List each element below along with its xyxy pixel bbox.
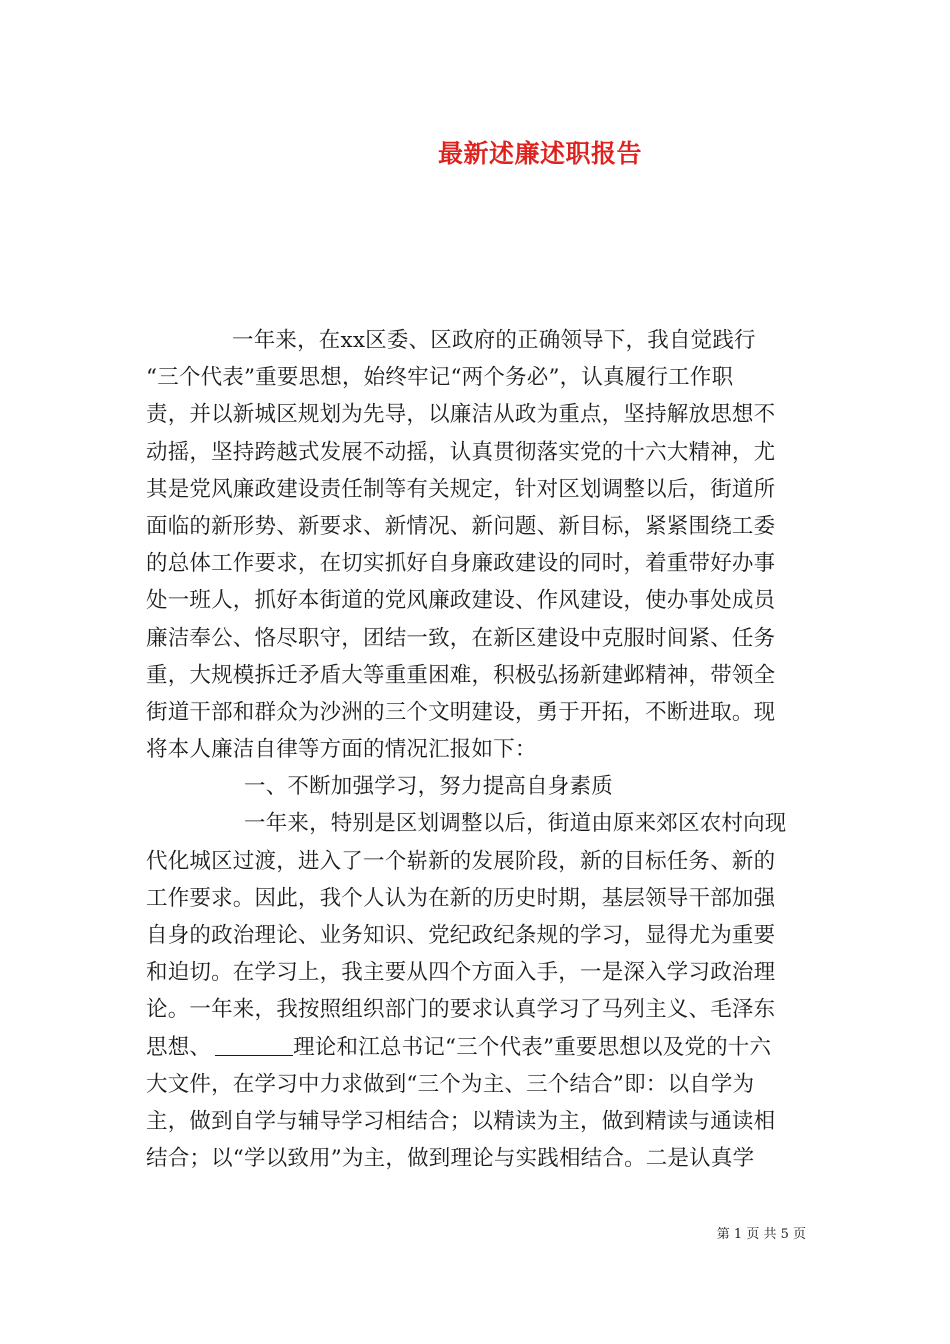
fill-in-blank [215, 1035, 293, 1056]
text-line: “三个代表”重要思想，始终牢记“两个务必”，认真履行工作职 [146, 365, 734, 391]
text-line: 的总体工作要求，在切实抓好自身廉政建设的同时，着重带好办事 [146, 551, 776, 577]
text-line: 代化城区过渡，进入了一个崭新的发展阶段，新的目标任务、新的 [146, 848, 776, 874]
text-line: 论。一年来，我按照组织部门的要求认真学习了马列主义、毛泽东 [146, 997, 776, 1023]
section-heading: 一、不断加强学习，努力提高自身素质 [244, 774, 613, 800]
text-line: 处一班人，抓好本街道的党风廉政建设、作风建设，使办事处成员 [146, 588, 776, 614]
text-line: 廉洁奉公、恪尽职守，团结一致，在新区建设中克服时间紧、任务 [146, 625, 776, 651]
document-body [146, 322, 806, 1177]
text-line: 工作要求。因此，我个人认为在新的历史时期，基层领导干部加强 [146, 885, 776, 911]
text-line: 将本人廉洁自律等方面的情况汇报如下： [146, 737, 537, 763]
text-line [146, 1029, 806, 1066]
text-segment: 理论和江总书记“三个代表”重要思想以及党的十六 [293, 1034, 772, 1060]
text-line: 动摇，坚持跨越式发展不动摇，认真贯彻落实党的十六大精神，尤 [146, 439, 776, 465]
page-number-footer: 第 1 页 共 5 页 [716, 1227, 806, 1242]
text-line: 重，大规模拆迁矛盾大等重重困难，积极弘扬新建邺精神，带领全 [146, 662, 776, 688]
document-title: 最新述廉述职报告 [437, 139, 642, 168]
text-line: 其是党风廉政建设责任制等有关规定，针对区划调整以后，街道所 [146, 476, 776, 502]
text-line: 自身的政治理论、业务知识、党纪政纪条规的学习，显得尤为重要 [146, 923, 776, 948]
text-line: 一年来，在xx区委、区政府的正确领导下，我自觉践行 [232, 328, 756, 353]
text-line: 责，并以新城区规划为先导，以廉洁从政为重点，坚持解放思想不 [146, 402, 776, 428]
text-line: 大文件，在学习中力求做到“三个为主、三个结合”即：以自学为 [146, 1071, 755, 1097]
text-line: 一年来，特别是区划调整以后，街道由原来郊区农村向现 [244, 811, 787, 837]
text-line: 主，做到自学与辅导学习相结合；以精读为主，做到精读与通读相 [146, 1108, 776, 1134]
text-segment: 思想、 [146, 1034, 212, 1060]
text-line: 面临的新形势、新要求、新情况、新问题、新目标，紧紧围绕工委 [146, 513, 776, 539]
text-line: 结合；以“学以致用”为主，做到理论与实践相结合。二是认真学 [146, 1146, 755, 1172]
text-line: 和迫切。在学习上，我主要从四个方面入手，一是深入学习政治理 [146, 960, 776, 986]
text-line: 街道干部和群众为沙洲的三个文明建设，勇于开拓，不断进取。现 [146, 699, 776, 725]
